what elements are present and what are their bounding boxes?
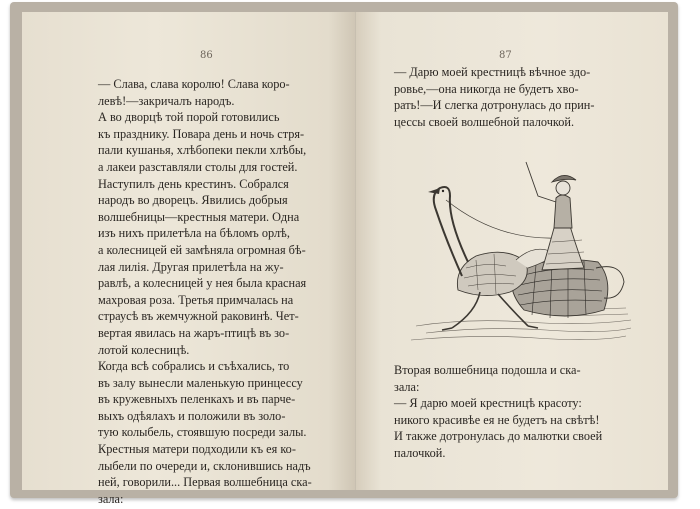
left-page-text-line: левѣ!—закричалъ народъ. bbox=[98, 93, 235, 108]
left-page-text-line: равлѣ, а колесницей у нея была красная bbox=[98, 276, 307, 291]
right-page-text-lower bbox=[394, 362, 654, 462]
right-page-lower-text-line: — Я дарю моей крестницѣ красоту: bbox=[394, 396, 582, 411]
left-page-text-line: А во дворцѣ той порой готовились bbox=[98, 110, 280, 125]
right-page-lower-text-line: И также дотронулась до малютки своей bbox=[394, 429, 603, 444]
open-book bbox=[10, 2, 678, 506]
left-page-text bbox=[98, 76, 341, 507]
left-page-text-line: Когда всѣ собрались и съѣхались, то bbox=[98, 359, 290, 374]
right-page-lower-text-line: палочкой. bbox=[394, 445, 446, 460]
left-page-text-line: изъ нихъ прилетѣла на бѣломъ орлѣ, bbox=[98, 226, 290, 241]
left-page-text-line: тую колыбель, стоявшую посреди залы. bbox=[98, 425, 307, 440]
left-page-text-line: въ залу вынесли маленькую принцессу bbox=[98, 375, 303, 390]
left-page-text-line: къ празднику. Повара день и ночь стря- bbox=[98, 126, 305, 141]
left-page-text-line: — Слава, слава королю! Слава коро- bbox=[98, 77, 290, 91]
left-page-text-line: въ кружевныхъ пеленкахъ и въ парче- bbox=[98, 392, 296, 407]
right-page-upper-text-line: рать!—И слегка дотронулась до прин- bbox=[394, 98, 595, 113]
left-page-text-line: Крестныя матери подходили къ ея ко- bbox=[98, 442, 296, 457]
left-page-text-line: лая лилія. Другая прилетѣла на жу- bbox=[98, 259, 284, 274]
left-page-text-line: страусѣ въ жемчужной раковинѣ. Чет- bbox=[98, 309, 299, 324]
left-page-text-line: выхъ одѣялахъ и положили въ золо- bbox=[98, 408, 286, 423]
right-page-lower-text-line: зала: bbox=[394, 379, 420, 394]
page-number-right: 87 bbox=[499, 50, 512, 61]
left-page bbox=[22, 12, 356, 506]
left-page-text-line: махровая роза. Третья примчалась на bbox=[98, 292, 294, 307]
ostrich-chariot-illustration bbox=[406, 150, 634, 350]
left-page-text-line: Наступилъ день крестинъ. Собрался bbox=[98, 176, 289, 191]
page-number-left: 86 bbox=[200, 50, 213, 61]
left-page-text-line: лыбели по очереди и, склонившись надъ bbox=[98, 458, 311, 473]
left-page-text-line: зала: bbox=[98, 491, 124, 506]
left-page-text-line: народъ во дворецъ. Явились добрыя bbox=[98, 193, 288, 208]
right-page-lower-text-line: никого красивѣе ея не будетъ на свѣтѣ! bbox=[394, 412, 600, 427]
right-page-upper-text-line: — Дарю моей крестницѣ вѣчное здо- bbox=[394, 65, 591, 79]
left-page-text-line: а колесницей ей замѣняла огромная бѣ- bbox=[98, 242, 306, 257]
left-page-text-line: волшебницы—крестныя матери. Одна bbox=[98, 209, 300, 224]
right-page bbox=[356, 12, 668, 490]
right-page-upper-text-line: ровье,—она никогда не будетъ хво- bbox=[394, 81, 579, 96]
left-page-text-line: ней, говорили... Первая волшебница ска- bbox=[98, 475, 312, 490]
left-page-text-line: лотой колесницѣ. bbox=[98, 342, 190, 357]
left-page-text-line: пали кушанья, хлѣбопеки пекли хлѣбы, bbox=[98, 143, 307, 158]
left-page-text-line: а лакеи разставляли столы для гостей. bbox=[98, 159, 298, 174]
right-page-lower-text-line: Вторая волшебница подошла и ска- bbox=[394, 363, 581, 377]
right-page-text-upper bbox=[394, 64, 654, 130]
left-page-text-line: вертая явилась на жаръ-птицѣ въ зо- bbox=[98, 325, 290, 340]
right-page-upper-text-line: цессы своей волшебной палочкой. bbox=[394, 114, 575, 129]
